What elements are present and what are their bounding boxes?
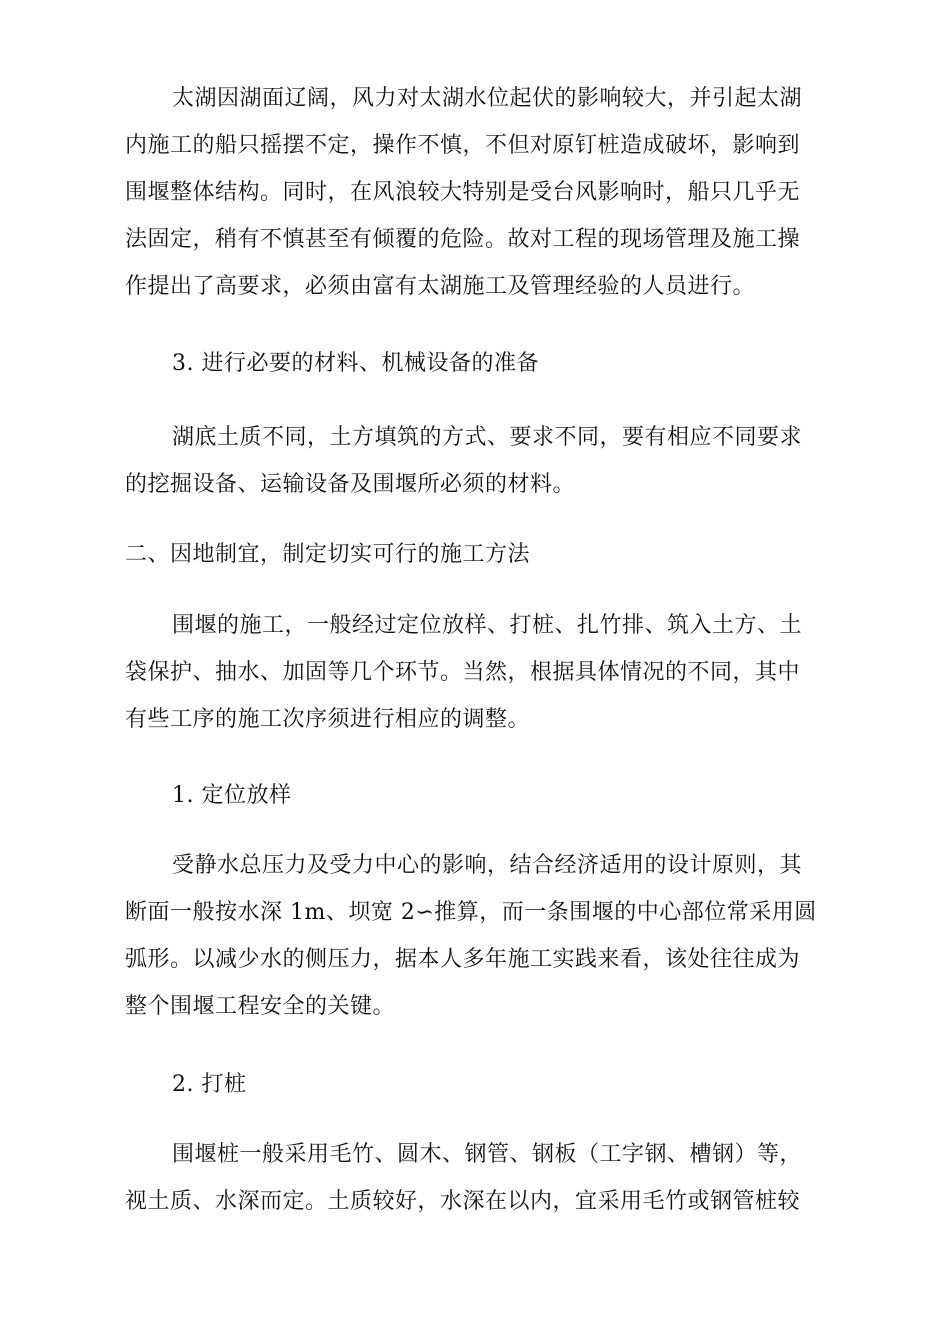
paragraph-line: 围堰桩一般采用毛竹、圆木、钢管、钢板（工字钢、槽钢）等， xyxy=(172,1142,803,1167)
paragraph-line: 受静水总压力及受力中心的影响，结合经济适用的设计原则，其 xyxy=(172,853,803,878)
paragraph-line: 湖底土质不同，土方填筑的方式、要求不同，要有相应不同要求 xyxy=(172,425,803,450)
paragraph-line: 内施工的船只摇摆不定，操作不慎，不但对原钉桩造成破坏，影响到 xyxy=(125,133,801,158)
paragraph-line: 围堰的施工，一般经过定位放样、打桩、扎竹排、筑入土方、土 xyxy=(172,613,803,638)
paragraph-line: 太湖因湖面辽阔，风力对太湖水位起伏的影响较大，并引起太湖 xyxy=(172,86,803,111)
paragraph-line: 有些工序的施工次序须进行相应的调整。 xyxy=(125,707,531,732)
paragraph-line: 围堰整体结构。同时，在风浪较大特别是受台风影响时，船只几乎无 xyxy=(125,180,801,205)
subsection-heading: 3. 进行必要的材料、机械设备的准备 xyxy=(172,351,539,376)
section-heading: 二、因地制宜，制定切实可行的施工方法 xyxy=(125,542,531,567)
subsection-heading: 1. 定位放样 xyxy=(172,783,292,808)
paragraph-line: 作提出了高要求，必须由富有太湖施工及管理经验的人员进行。 xyxy=(125,274,756,299)
paragraph-line: 视土质、水深而定。土质较好，水深在以内，宜采用毛竹或钢管桩较 xyxy=(125,1189,801,1214)
paragraph-line: 断面一般按水深 1m、坝宽 2∽推算，而一条围堰的中心部位常采用圆 xyxy=(125,900,817,925)
paragraph-line: 弧形。以减少水的侧压力，据本人多年施工实践来看，该处往往成为 xyxy=(125,947,801,972)
paragraph-line: 的挖掘设备、运输设备及围堰所必须的材料。 xyxy=(125,472,576,497)
subsection-heading: 2. 打桩 xyxy=(172,1072,247,1097)
paragraph-line: 整个围堰工程安全的关键。 xyxy=(125,994,396,1019)
paragraph-line: 法固定，稍有不慎甚至有倾覆的危险。故对工程的现场管理及施工操 xyxy=(125,227,801,252)
paragraph-line: 袋保护、抽水、加固等几个环节。当然，根据具体情况的不同，其中 xyxy=(125,660,801,685)
